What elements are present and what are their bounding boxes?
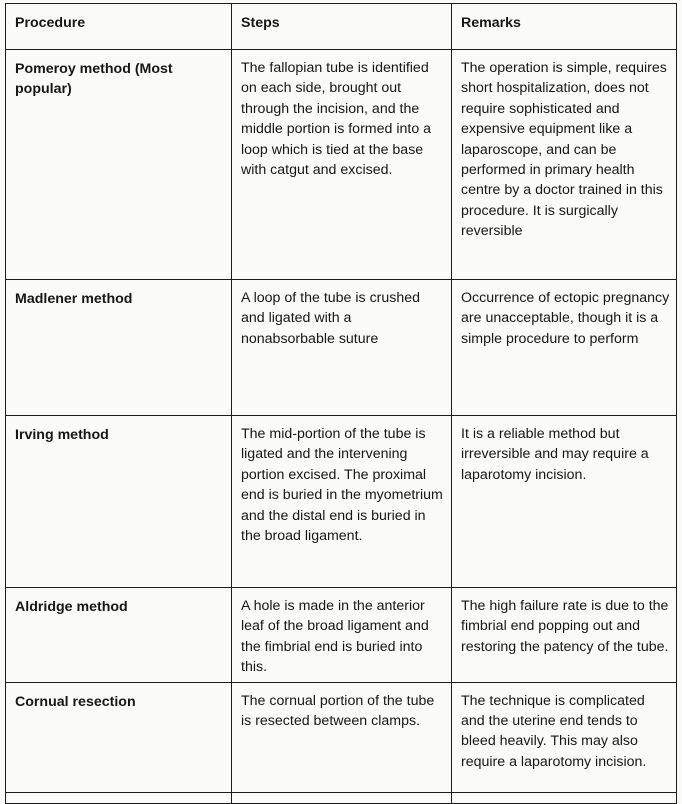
steps-cell: The cornual portion of the tube is resected between clamps. (232, 682, 452, 792)
steps-cell: The mid-portion of the tube is ligated and the intervening portion excised. The proximal end is buried in the myometrium and the distal end is buried in the broad ligament. (232, 416, 452, 588)
header-row (6, 4, 677, 50)
header-procedure: Procedure (6, 4, 232, 50)
empty-cell (452, 792, 677, 803)
procedure-cell: Pomeroy method (Most popular) (6, 50, 232, 280)
remarks-cell: Occurrence of ectopic pregnancy are unacceptable, though it is a simple procedure to perform (452, 280, 677, 416)
procedure-cell: Irving method (6, 416, 232, 588)
procedure-cell: Aldridge method (6, 588, 232, 683)
table-row (6, 588, 677, 683)
table-row (6, 280, 677, 416)
table-row (6, 50, 677, 280)
empty-cell (6, 792, 232, 803)
steps-cell: A loop of the tube is crushed and ligated with a nonabsorbable suture (232, 280, 452, 416)
procedure-cell: Cornual resection (6, 682, 232, 792)
header-remarks: Remarks (452, 4, 677, 50)
procedures-table (5, 3, 677, 804)
remarks-cell: The technique is complicated and the uterine end tends to bleed heavily. This may also require a laparotomy incision. (452, 682, 677, 792)
remarks-cell: The high failure rate is due to the fimbrial end popping out and restoring the patency of the tube. (452, 588, 677, 683)
steps-cell: A hole is made in the anterior leaf of the broad ligament and the fimbrial end is buried into this. (232, 588, 452, 683)
table-row (6, 416, 677, 588)
remarks-cell: The operation is simple, requires short hospitalization, does not require sophisticated and expensive equipment like a laparoscope, and can be performed in primary health centre by a doctor trained in this procedure. It is surgically reversible (452, 50, 677, 280)
table-row (6, 682, 677, 792)
procedure-cell: Madlener method (6, 280, 232, 416)
steps-cell: The fallopian tube is identified on each side, brought out through the incision, and the middle portion is formed into a loop which is tied at the base with catgut and excised. (232, 50, 452, 280)
header-steps: Steps (232, 4, 452, 50)
remarks-cell: It is a reliable method but irreversible and may require a laparotomy incision. (452, 416, 677, 588)
empty-cell (232, 792, 452, 803)
table-row-cut-off (6, 792, 677, 803)
